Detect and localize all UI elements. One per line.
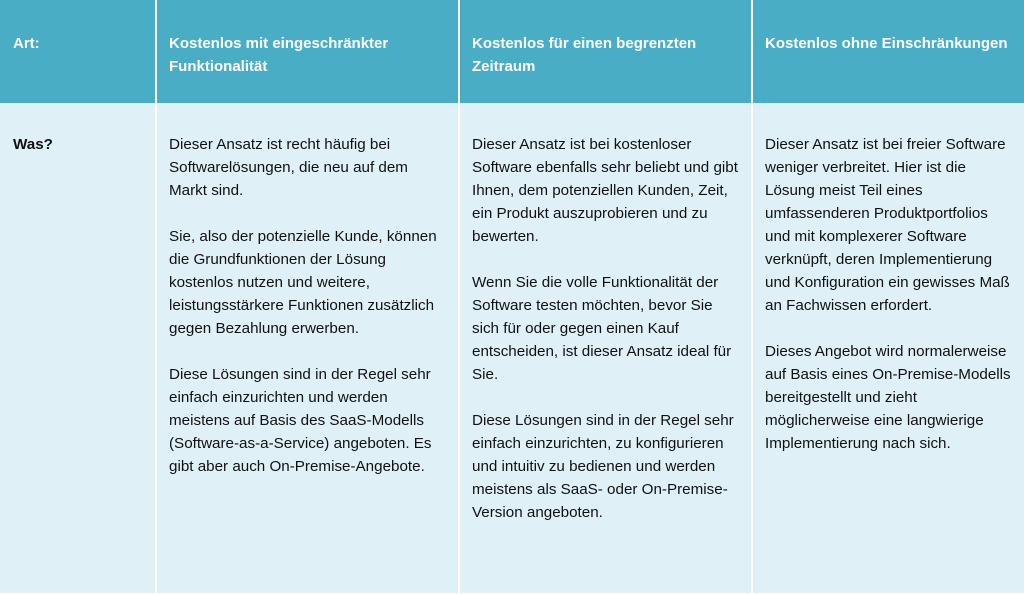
header-type-label: Art: (13, 35, 40, 52)
row-label: Was? (13, 136, 53, 153)
paragraph: Diese Lösungen sind in der Regel sehr einfach einzurichten und werden meistens auf Basis des SaaS-Modells (Software-as-a-Service) angeboten. Es gibt aber auch On-Premise-Angebote. (169, 366, 432, 475)
paragraph: Dieses Angebot wird normalerweise auf Basis eines On-Premise-Modells bereitgestellt und zieht möglicherweise eine langwierige Implementierung nach sich. (765, 343, 1011, 452)
header-cell-limited-functionality (155, 0, 458, 103)
paragraph: Dieser Ansatz ist bei freier Software weniger verbreitet. Hier ist die Lösung meist Teil eines umfassenderen Produktportfolios und mit komplexerer Software verknüpft, deren Implementierung und Konfiguration ein gewisses Maß an Fachwissen erfordert. (765, 136, 1010, 314)
header-limited-functionality-label: Kostenlos mit eingeschränkter Funktionalität (169, 35, 389, 75)
table-header-row (0, 0, 1024, 103)
paragraph: Diese Lösungen sind in der Regel sehr einfach einzurichten, zu konfigurieren und intuitiv zu bedienen und werden meistens als SaaS- oder On-Premise-Version angeboten. (472, 412, 734, 521)
row-label-cell (0, 103, 155, 595)
header-limited-time-label: Kostenlos für einen begrenzten Zeitraum (472, 35, 697, 75)
header-cell-limited-time (458, 0, 751, 103)
cell-limited-time (458, 103, 751, 595)
paragraph: Dieser Ansatz ist bei kostenloser Software ebenfalls sehr beliebt und gibt Ihnen, dem potenziellen Kunden, Zeit, ein Produkt auszuprobieren und zu bewerten. (472, 136, 738, 245)
paragraph: Sie, also der potenzielle Kunde, können die Grundfunktionen der Lösung kostenlos nutzen und weitere, leistungsstärkere Funktionen zusätzlich gegen Bezahlung erwerben. (169, 228, 437, 337)
cell-unrestricted (751, 103, 1024, 595)
paragraph: Dieser Ansatz ist recht häufig bei Softwarelösungen, die neu auf dem Markt sind. (169, 136, 408, 199)
header-cell-unrestricted (751, 0, 1024, 103)
header-unrestricted-label: Kostenlos ohne Einschränkungen (765, 35, 1008, 52)
cell-limited-functionality (155, 103, 458, 595)
header-cell-type (0, 0, 155, 103)
table-row-what (0, 103, 1024, 595)
paragraph: Wenn Sie die volle Funktionalität der Software testen möchten, bevor Sie sich für oder gegen einen Kauf entscheiden, ist dieser Ansatz ideal für Sie. (472, 274, 732, 383)
